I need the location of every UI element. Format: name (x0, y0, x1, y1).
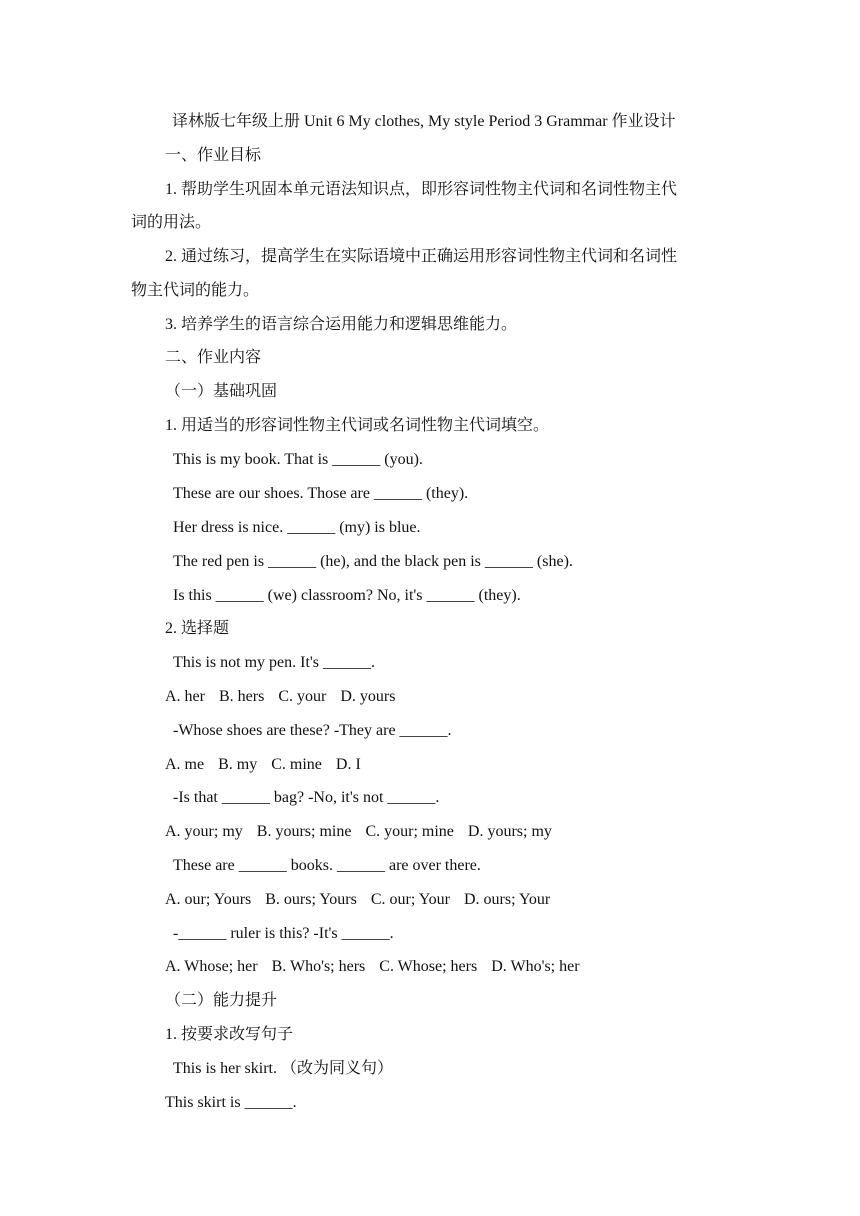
rewrite-sentence: This is her skirt. （改为同义句） (173, 1060, 393, 1077)
option-b: B. hers (218, 688, 265, 705)
option-d: D. yours (340, 688, 396, 705)
goal-item-2-continued: 物主代词的能力。 (131, 282, 260, 299)
section-heading-content: 二、作业内容 (165, 349, 262, 366)
section-heading-goals: 一、作业目标 (165, 147, 262, 164)
option-b: B. my (218, 756, 258, 773)
question-1-instruction: 1. 用适当的形容词性物主代词或名词性物主代词填空。 (165, 417, 550, 434)
fill-sentence-3: Her dress is nice. ______ (my) is blue. (173, 519, 421, 536)
option-a: A. our; Yours (165, 891, 252, 908)
option-b: B. yours; mine (256, 823, 352, 840)
option-d: D. yours; my (467, 823, 552, 840)
option-c: C. your (278, 688, 327, 705)
choice-options-3 (165, 822, 566, 842)
choice-stem-2: -Whose shoes are these? -They are ______. (173, 722, 452, 739)
fill-sentence-5: Is this ______ (we) classroom? No, it's ______ (they). (173, 587, 521, 604)
document-title: 译林版七年级上册 Unit 6 My clothes, My style Period 3 Grammar 作业设计 (172, 113, 676, 130)
goal-item-1: 1. 帮助学生巩固本单元语法知识点，即形容词性物主代词和名词性物主代 (165, 181, 678, 198)
choice-stem-4: These are ______ books. ______ are over there. (173, 857, 481, 874)
fill-sentence-4: The red pen is ______ (he), and the black pen is ______ (she). (173, 553, 573, 570)
choice-options-4 (165, 890, 564, 910)
choice-stem-3: -Is that ______ bag? -No, it's not ______. (173, 789, 440, 806)
question-2-instruction: 2. 选择题 (165, 620, 230, 637)
goal-item-3: 3. 培养学生的语言综合运用能力和逻辑思维能力。 (165, 316, 518, 333)
option-c: C. your; mine (365, 823, 454, 840)
option-d: D. ours; Your (463, 891, 551, 908)
option-a: A. your; my (165, 823, 243, 840)
fill-sentence-1: This is my book. That is ______ (you). (173, 451, 423, 468)
goal-item-2: 2. 通过练习，提高学生在实际语境中正确运用形容词性物主代词和名词性 (165, 248, 678, 265)
option-d: D. Who's; her (491, 958, 580, 975)
fill-sentence-2: These are our shoes. Those are ______ (they). (173, 485, 469, 502)
option-b: B. ours; Yours (265, 891, 357, 908)
choice-options-2 (165, 755, 375, 775)
option-d: D. I (335, 756, 361, 773)
option-a: A. me (165, 756, 205, 773)
option-a: A. Whose; her (165, 958, 258, 975)
rewrite-answer-line: This skirt is ______. (165, 1094, 297, 1111)
option-c: C. Whose; hers (379, 958, 478, 975)
choice-stem-1: This is not my pen. It's ______. (173, 654, 375, 671)
subsection-heading-advanced: （二）能力提升 (165, 992, 278, 1009)
rewrite-instruction: 1. 按要求改写句子 (165, 1026, 294, 1043)
option-b: B. Who's; hers (271, 958, 366, 975)
subsection-heading-basic: （一）基础巩固 (165, 383, 278, 400)
option-a: A. her (165, 688, 205, 705)
choice-options-5 (165, 957, 594, 977)
choice-options-1 (165, 687, 409, 707)
option-c: C. our; Your (370, 891, 450, 908)
option-c: C. mine (271, 756, 322, 773)
choice-stem-5: -______ ruler is this? -It's ______. (173, 925, 394, 942)
goal-item-1-continued: 词的用法。 (131, 214, 212, 231)
